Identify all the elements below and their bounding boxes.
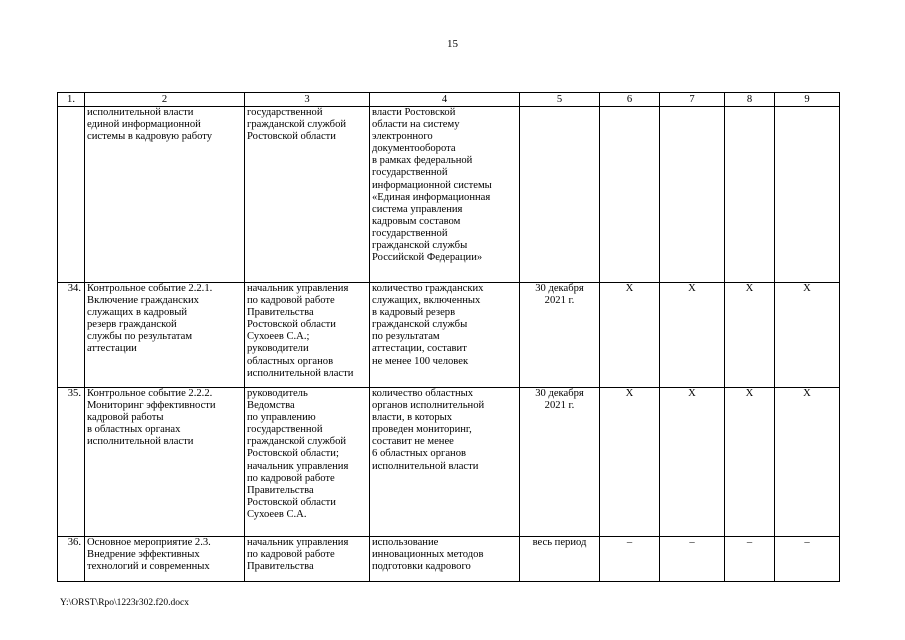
date-cell: [520, 107, 600, 283]
row-number: 34.: [58, 283, 85, 388]
event-cell: Основное мероприятие 2.3. Внедрение эффективных технологий и современных: [85, 537, 245, 582]
indicator-cell: власти Ростовской области на систему электронного документооборота в рамках федеральной государственной информационной системы «Единая информационная система управления кадровым составом государственной гражданской службы Российской Федерации»: [370, 107, 520, 283]
col9-cell: Х: [775, 388, 840, 537]
table-row: [58, 388, 840, 537]
col8-cell: Х: [725, 283, 775, 388]
col7-cell: [660, 107, 725, 283]
date-cell: весь период: [520, 537, 600, 582]
col6-cell: Х: [600, 283, 660, 388]
table-header-row: [58, 93, 840, 107]
col6-cell: Х: [600, 388, 660, 537]
header-cell-4: 4: [370, 93, 520, 107]
events-table: [57, 92, 840, 582]
event-cell: исполнительной власти единой информационной системы в кадровую работу: [85, 107, 245, 283]
table-row: [58, 107, 840, 283]
header-cell-8: 8: [725, 93, 775, 107]
header-cell-5: 5: [520, 93, 600, 107]
header-cell-7: 7: [660, 93, 725, 107]
event-cell: Контрольное событие 2.2.2. Мониторинг эффективности кадровой работы в областных органах исполнительной власти: [85, 388, 245, 537]
table-row: [58, 537, 840, 582]
col8-cell: Х: [725, 388, 775, 537]
footer-file-path: Y:\ORST\Rpo\1223r302.f20.docx: [60, 598, 189, 608]
col6-cell: [600, 107, 660, 283]
row-number: 35.: [58, 388, 85, 537]
responsible-cell: начальник управления по кадровой работе Правительства Ростовской области Сухоеев С.А.; руководители областных органов исполнительной власти: [245, 283, 370, 388]
responsible-cell: государственной гражданской службой Ростовской области: [245, 107, 370, 283]
col7-cell: –: [660, 537, 725, 582]
responsible-cell: начальник управления по кадровой работе Правительства: [245, 537, 370, 582]
col7-cell: Х: [660, 283, 725, 388]
indicator-cell: количество гражданских служащих, включенных в кадровый резерв гражданской службы по результатам аттестации, составит не менее 100 человек: [370, 283, 520, 388]
header-cell-2: 2: [85, 93, 245, 107]
responsible-cell: руководитель Ведомства по управлению государственной гражданской службой Ростовской области; начальник управления по кадровой работе Правительства Ростовской области Сухоеев С.А.: [245, 388, 370, 537]
col8-cell: [725, 107, 775, 283]
indicator-cell: количество областных органов исполнительной власти, в которых проведен мониторинг, составит не менее 6 областных органов исполнительной власти: [370, 388, 520, 537]
date-cell: 30 декабря 2021 г.: [520, 388, 600, 537]
row-number: [58, 107, 85, 283]
header-cell-6: 6: [600, 93, 660, 107]
table-row: [58, 283, 840, 388]
col9-cell: –: [775, 537, 840, 582]
col8-cell: –: [725, 537, 775, 582]
header-cell-1: 1.: [58, 93, 85, 107]
row-number: 36.: [58, 537, 85, 582]
date-cell: 30 декабря 2021 г.: [520, 283, 600, 388]
col9-cell: Х: [775, 283, 840, 388]
col9-cell: [775, 107, 840, 283]
col6-cell: –: [600, 537, 660, 582]
indicator-cell: использование инновационных методов подготовки кадрового: [370, 537, 520, 582]
col7-cell: Х: [660, 388, 725, 537]
page-number: 15: [447, 38, 458, 50]
header-cell-3: 3: [245, 93, 370, 107]
header-cell-9: 9: [775, 93, 840, 107]
event-cell: Контрольное событие 2.2.1. Включение гражданских служащих в кадровый резерв гражданской службы по результатам аттестации: [85, 283, 245, 388]
